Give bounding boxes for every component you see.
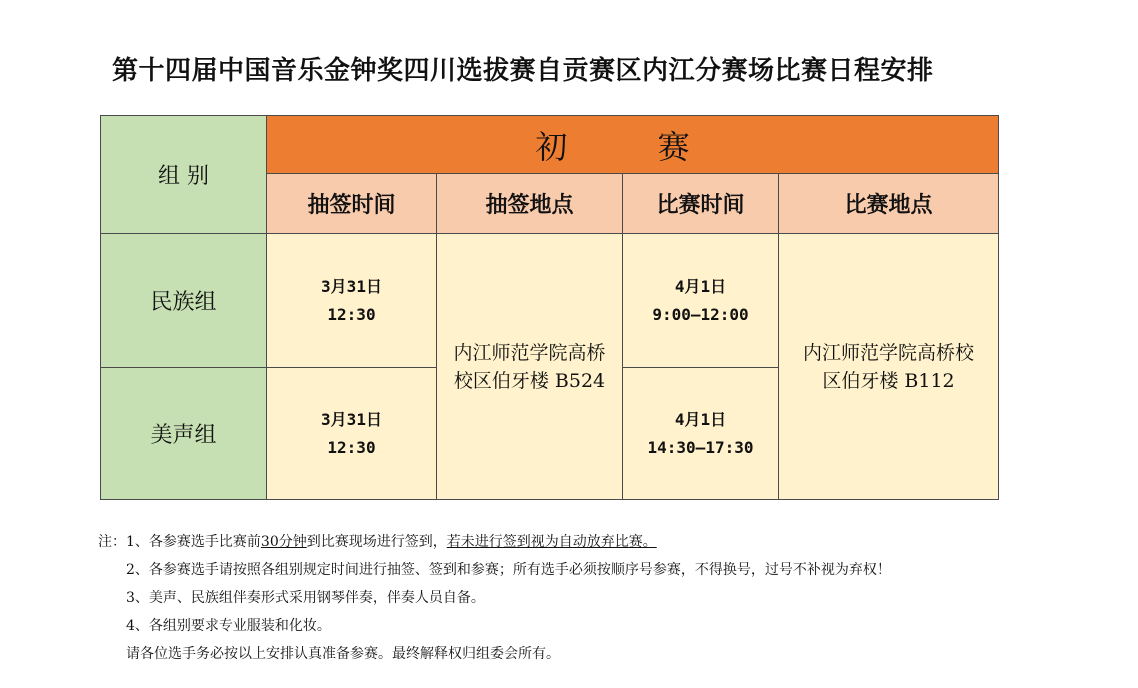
group-header-cell bbox=[101, 116, 267, 234]
match-location-cell bbox=[779, 234, 999, 500]
column-header-match-location: 比赛地点 bbox=[779, 174, 999, 234]
draw-time-cell bbox=[267, 368, 437, 500]
group-cell bbox=[101, 368, 267, 500]
note-4: 4、各组别要求专业服装和化妆。 bbox=[126, 618, 331, 634]
match-date: 4月1日 bbox=[674, 409, 727, 429]
match-location-line: 内江师范学院高桥校 bbox=[802, 341, 974, 364]
note-5: 请各位选手务必按以上安排认真准备参赛。最终解释权归组委会所有。 bbox=[126, 646, 560, 662]
column-header-draw-location: 抽签地点 bbox=[437, 174, 623, 234]
stage-header-cell bbox=[267, 116, 999, 174]
note-1-text: 到比赛现场进行签到， bbox=[306, 534, 447, 550]
notes-prefix: 注： bbox=[98, 534, 126, 550]
match-location-line: 区伯牙楼 B112 bbox=[822, 369, 955, 392]
draw-date: 3月31日 bbox=[321, 276, 382, 296]
draw-location-line: 校区伯牙楼 B524 bbox=[453, 369, 606, 392]
match-time-cell bbox=[623, 368, 779, 500]
group-name: 民族组 bbox=[150, 290, 217, 315]
draw-date: 3月31日 bbox=[321, 409, 382, 429]
match-time: 9:00—12:00 bbox=[652, 304, 749, 324]
note-1 bbox=[98, 528, 891, 556]
match-time-cell bbox=[623, 234, 779, 368]
group-name: 美声组 bbox=[150, 423, 217, 448]
schedule-table bbox=[100, 115, 999, 500]
stage-header: 初 赛 bbox=[535, 127, 730, 166]
note-2: 2、各参赛选手请按照各组别规定时间进行抽签、签到和参赛；所有选手必须按顺序号参赛，不得换号，过号不补视为弃权！ bbox=[126, 562, 891, 578]
note-1-text: 1、各参赛选手比赛前 bbox=[126, 534, 261, 550]
match-time: 14:30—17:30 bbox=[647, 437, 754, 457]
notes-section bbox=[98, 528, 891, 668]
group-cell bbox=[101, 234, 267, 368]
column-header-match-time: 比赛时间 bbox=[623, 174, 779, 234]
group-header: 组 别 bbox=[158, 164, 209, 189]
draw-time: 12:30 bbox=[327, 304, 376, 324]
column-header-draw-time: 抽签时间 bbox=[267, 174, 437, 234]
note-1-underlined-warning: 若未进行签到视为自动放弃比赛。 bbox=[446, 534, 657, 550]
note-3: 3、美声、民族组伴奏形式采用钢琴伴奏，伴奏人员自备。 bbox=[126, 590, 485, 606]
match-date: 4月1日 bbox=[674, 276, 727, 296]
draw-location-line: 内江师范学院高桥 bbox=[453, 341, 606, 364]
draw-location-cell bbox=[437, 234, 623, 500]
draw-time-cell bbox=[267, 234, 437, 368]
table-row bbox=[101, 234, 999, 368]
note-1-underlined-duration: 30分钟 bbox=[260, 534, 307, 550]
draw-time: 12:30 bbox=[327, 437, 376, 457]
page-title: 第十四届中国音乐金钟奖四川选拔赛自贡赛区内江分赛场比赛日程安排 bbox=[112, 56, 934, 86]
